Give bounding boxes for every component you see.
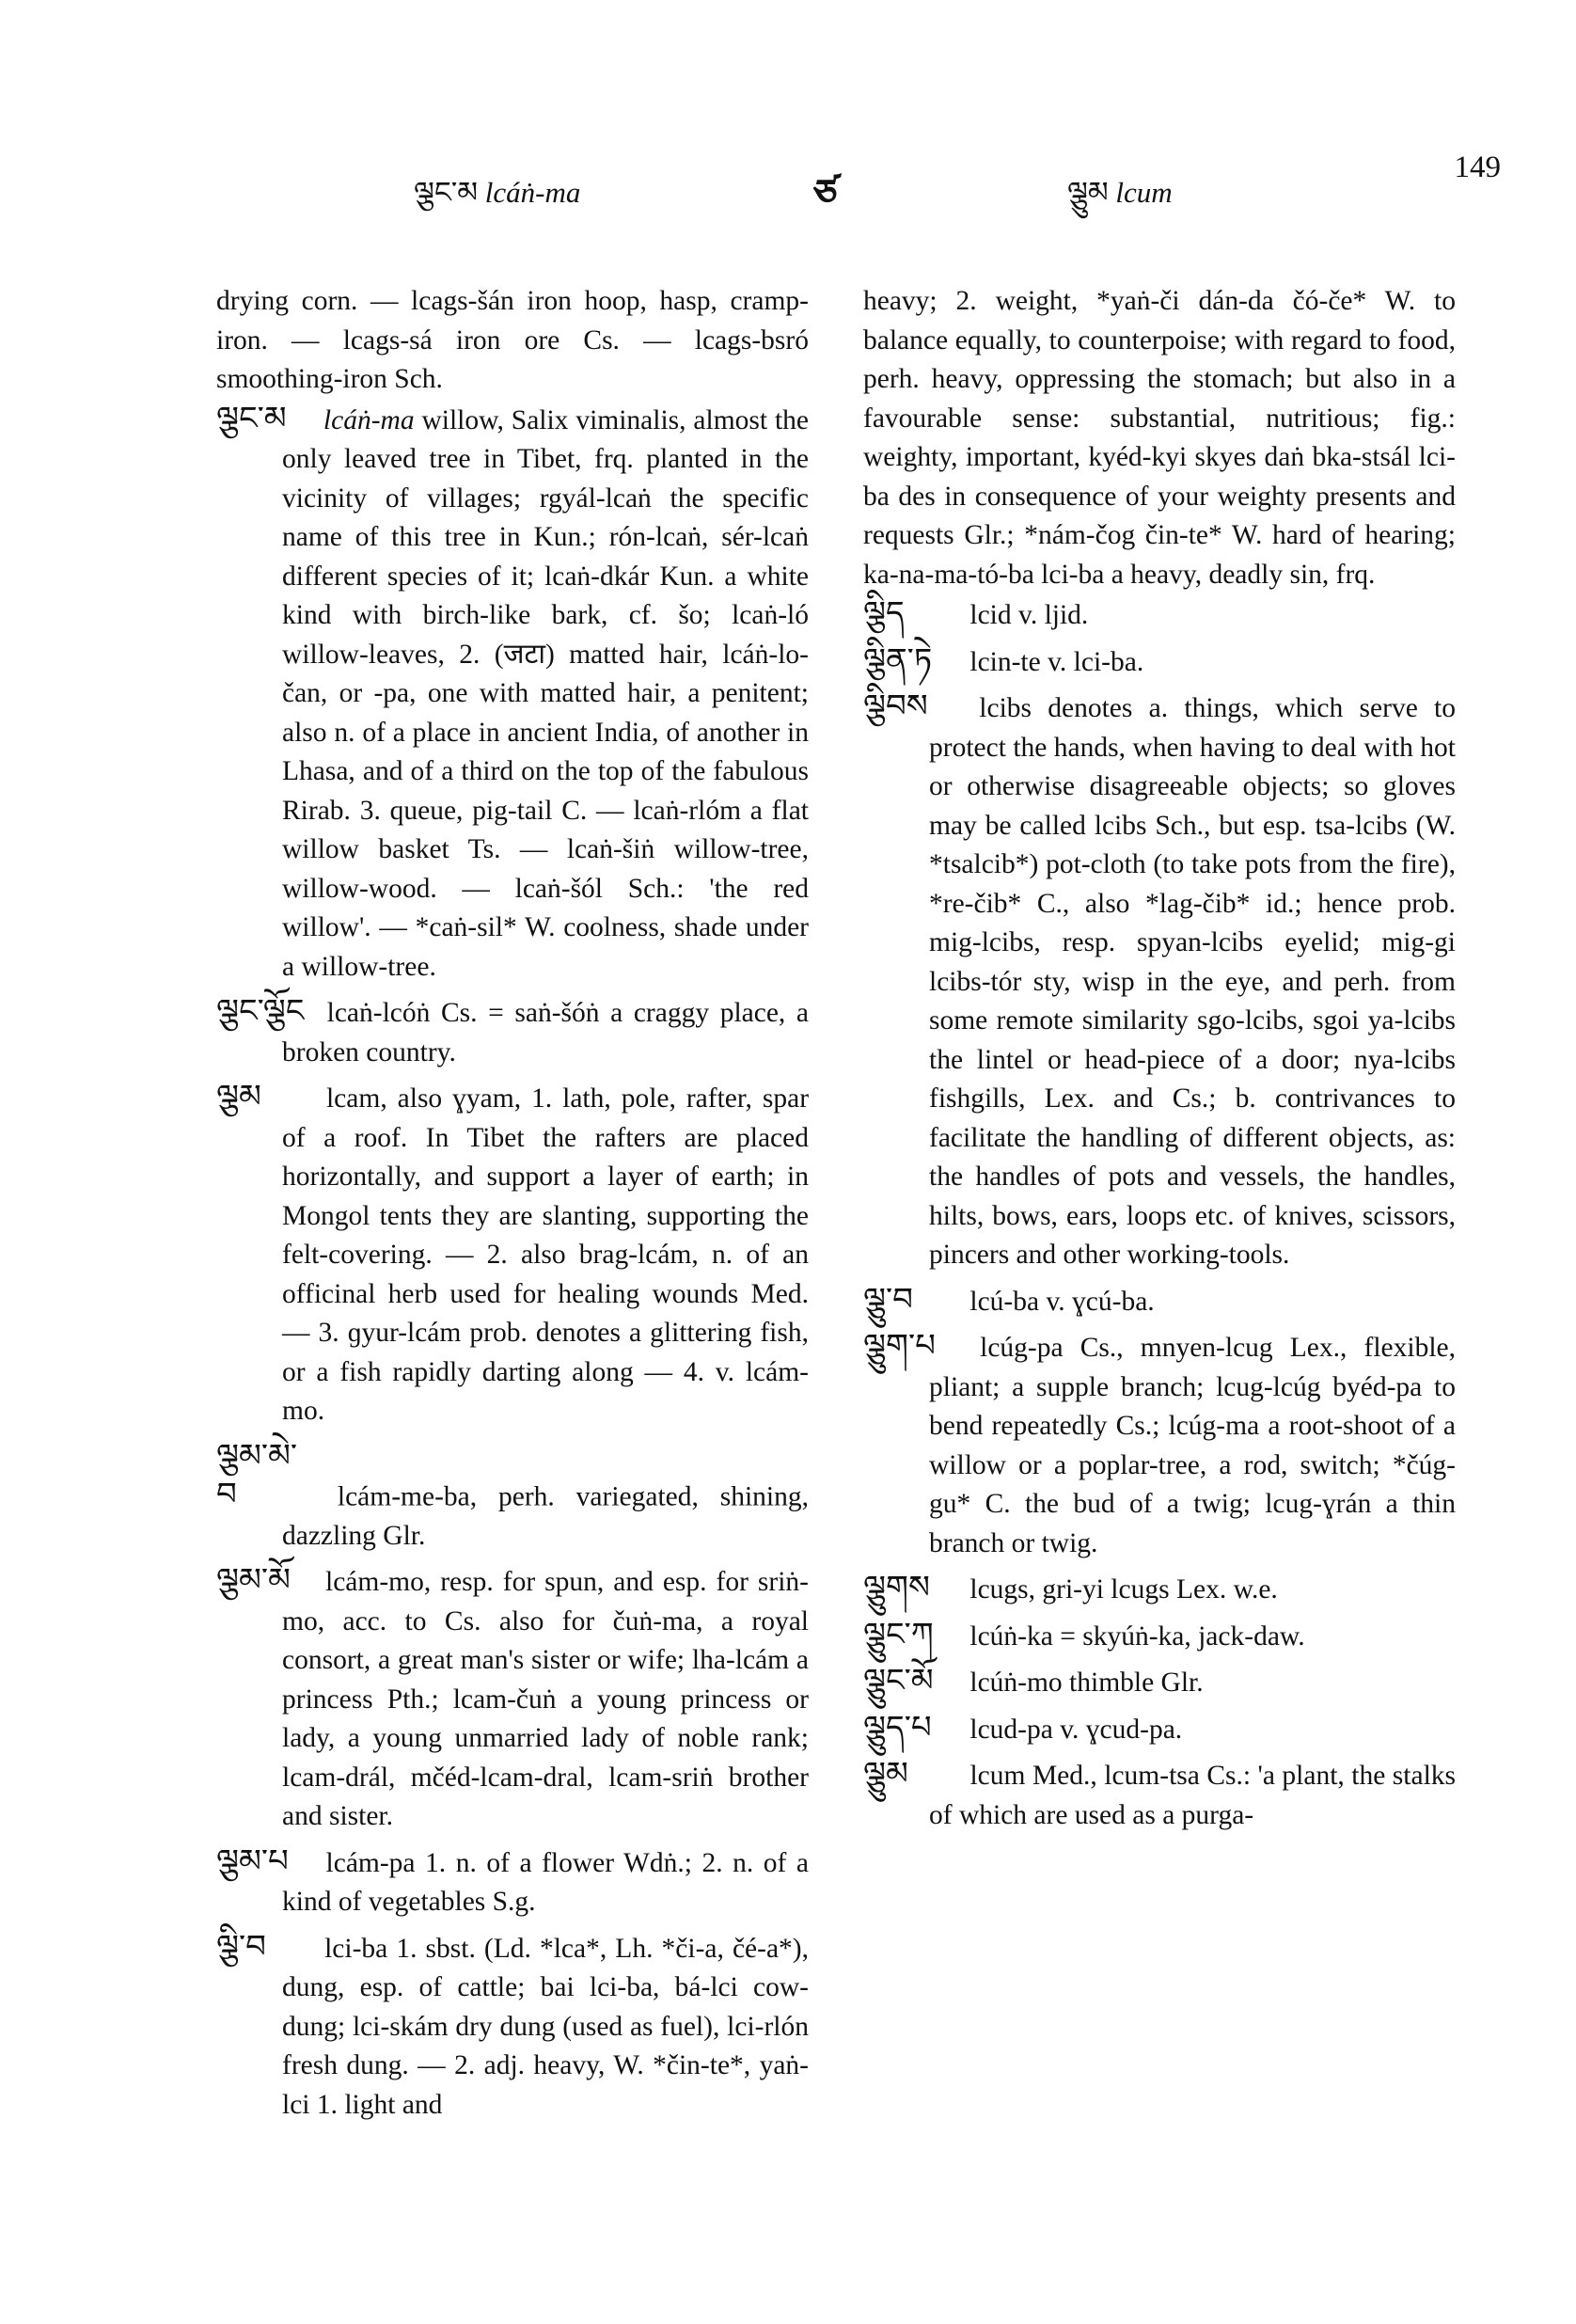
entry-text: lcud-pa v. ɣcud-pa. [969, 1714, 1183, 1745]
dictionary-entry [216, 1078, 809, 1431]
dictionary-entry [216, 1842, 809, 1922]
entry-headword: lcáṅ-ma [323, 404, 415, 435]
entry-tibetan-headword: ལྕམ་མེ་བ [216, 1438, 298, 1512]
dictionary-entry [216, 1928, 809, 2126]
entry-tibetan-headword: ལྕུག་པ [863, 1329, 936, 1364]
entry-text: willow, Salix viminalis, almost the only leaved tree in Tibet, frq. planted in the vicinity of villages; rgyál-lcaṅ the specific name of this tree in Kun.; rón-lcaṅ, sér-lcaṅ different species of it; lcaṅ-dkár Kun. a white kind with birch-like bark, cf. šo; lcaṅ-ló willow-leaves, 2. (जटा) matted hair, lcáṅ-lo-čan, or -pa, one with matted hair, a penitent; also n. of a place in ancient India, of another in Lhasa, and of a third on the top of the fabulous Rirab. 3. queue, pig-tail C. — lcaṅ-rlóm a flat willow basket Ts. — lcaṅ-šiṅ willow-tree, willow-wood. — lcaṅ-šól Sch.: 'the red willow'. — *caṅ-sil* W. coolness, shade under a willow-tree. [282, 404, 810, 982]
running-header-letter: ཙ [813, 172, 838, 214]
entry-text: lcam, also ɣyam, 1. lath, pole, rafter, spar of a roof. In Tibet the rafters are placed horizontally, and support a layer of earth; in Mongol tents they are slanting, supporting the felt-covering. — 2. also brag-lcám, n. of an officinal herb used for healing wounds Med. — 3. ɡyur-lcám prob. denotes a glittering fish, or a fish rapidly darting along — 4. v. lcám-mo. [282, 1083, 810, 1426]
entry-tibetan-headword: ལྕང་མ [216, 401, 287, 436]
entry-tibetan-headword: ལྕུད་པ [863, 1710, 932, 1746]
entry-tibetan-headword: ལྕུང་ཀ [863, 1617, 934, 1652]
entry-tibetan-headword: ལྕམ [216, 1080, 261, 1115]
entry-tibetan-headword: ལྕམ་པ [216, 1843, 289, 1879]
header-right-tibetan: ལྕུམ [1067, 176, 1109, 209]
entry-text: lcúṅ-mo thimble Glr. [969, 1668, 1204, 1698]
entry-tibetan-headword: ལྕམ་མོ [216, 1563, 291, 1598]
dictionary-entry [863, 1709, 1456, 1750]
dictionary-entry [216, 400, 809, 988]
dictionary-entry [863, 1569, 1456, 1610]
entry-text: lcúṅ-ka = skyúṅ-ka, jack-daw. [969, 1620, 1305, 1652]
entry-tibetan-headword: ལྕིབས [863, 689, 928, 724]
entry-text: lci-ba 1. sbst. (Ld. *lca*, Lh. *či-a, čé-a*), dung, esp. of cattle; bai lci-ba, bá-lci cow-dung; lci-skám dry dung (used as fuel), lci-rlón fresh dung. — 2. adj. heavy, W. *čin-te*, yaṅ-lci 1. light and [282, 1933, 809, 2120]
entry-text: lcin-te v. lci-ba. [969, 646, 1144, 677]
entry-tibetan-headword: ལྕང་ལྕོང [216, 994, 305, 1029]
right-column [863, 282, 1456, 1841]
page-number: 149 [1454, 150, 1501, 184]
entry-tibetan-headword: ལྕུང་མོ [863, 1664, 934, 1699]
dictionary-entry [863, 1281, 1456, 1322]
dictionary-entry [216, 992, 809, 1072]
dictionary-entry [863, 594, 1456, 636]
entry-text: lcú-ba v. ɣcú-ba. [969, 1286, 1155, 1317]
entry-tibetan-headword: ལྕིད [863, 596, 905, 631]
entry-text: lcám-me-ba, perh. variegated, shining, dazzling Glr. [282, 1481, 809, 1551]
continued-paragraph: drying corn. — lcags-šán iron hoop, hasp, cramp-iron. — lcags-sá iron ore Cs. — lcags-bsró smoothing-iron Sch. [216, 286, 809, 394]
entry-tibetan-headword: ལྕུགས [863, 1571, 930, 1605]
entry-tibetan-headword: ལྕིན་ཏེ [863, 642, 933, 678]
header-left-term: lcáṅ-ma [484, 176, 581, 209]
header-left-tibetan: ལྕང་མ [414, 176, 479, 209]
entry-text: lcibs denotes a. things, which serve to protect the hands, when having to deal with hot or otherwise disagreeable objects; so gloves may be called lcibs Sch., but esp. tsa-lcibs (W. *tsalcib*) pot-cloth (to take pots from the fire), *re-čib* C., also *lag-čib* id.; hence prob. mig-lcibs, resp. spyan-lcibs eyelid; mig-gi lcibs-tór sty, wisp in the eye, and perh. from some remote similarity sgo-lcibs, sgoi ya-lcibs the lintel or head-piece of a door; nya-lcibs fishgills, Lex. and Cs.; b. contrivances to facilitate the handling of different objects, as: the handles of pots and vessels, the handles, hilts, bows, ears, loops etc. of knives, scissors, pincers and other working-tools. [929, 693, 1457, 1270]
entry-text: lcugs, gri-yi lcugs Lex. w.e. [969, 1574, 1278, 1605]
entry-text: lcúg-pa Cs., mnyen-lcug Lex., flexible, pliant; a supple branch; lcug-lcúg byéd-pa to bend repeatedly Cs.; lcúg-ma a root-shoot of a willow or a poplar-tree, a rod, switch; *čúg-gu* C. the bud of a twig; lcug-ɣrán a thin branch or twig. [929, 1333, 1457, 1558]
entry-tibetan-headword: ལྕུམ [863, 1757, 908, 1792]
continued-paragraph: heavy; 2. weight, *yaṅ-či dán-da čó-če* W. to balance equally, to counterpoise; with regard to food, perh. heavy, oppressing the stomach; but also in a favourable sense: substantial, nutritious; fig.: weighty, important, kyéd-kyi skyes daṅ bka-stsál lci-ba des in consequence of your weighty presents and requests Glr.; *nám-čog čin-te* W. hard of hearing; ka-na-ma-tó-ba lci-ba a heavy, deadly sin, frq. [863, 286, 1456, 590]
dictionary-entry [216, 1561, 809, 1837]
dictionary-entry [863, 1662, 1456, 1703]
entry-tibetan-headword: ལྕི་བ [216, 1929, 266, 1965]
dictionary-entry [863, 1616, 1456, 1657]
entry-text: lcám-mo, resp. for spun, and esp. for sriṅ-mo, acc. to Cs. also for čuṅ-ma, a royal consort, a great man's sister or wife; lha-lcám a princess Pth.; lcam-čuṅ a young princess or lady, a young unmarried lady of noble rank; lcam-drál, mčéd-lcam-dral, lcam-sriṅ brother and sister. [282, 1567, 809, 1831]
entry-text: lcum Med., lcum-tsa Cs.: 'a plant, the stalks of which are used as a purga- [929, 1761, 1456, 1830]
dictionary-entry [863, 1327, 1456, 1563]
left-column [216, 282, 809, 2130]
entry-text: lcaṅ-lcóṅ Cs. = saṅ-šóṅ a craggy place, a broken country. [282, 998, 810, 1067]
dictionary-entry [216, 1437, 809, 1557]
dictionary-entry [863, 1755, 1456, 1835]
running-header-left [414, 160, 580, 242]
entry-text: lcid v. ljid. [969, 600, 1089, 630]
dictionary-entry [863, 688, 1456, 1275]
header-right-term: lcum [1115, 176, 1173, 209]
dictionary-entry [863, 641, 1456, 683]
entry-tibetan-headword: ལྕུ་བ [863, 1282, 913, 1318]
running-header-right [1067, 160, 1173, 242]
entry-text: lcám-pa 1. n. of a flower Wdṅ.; 2. n. of a kind of vegetables S.g. [282, 1847, 809, 1917]
